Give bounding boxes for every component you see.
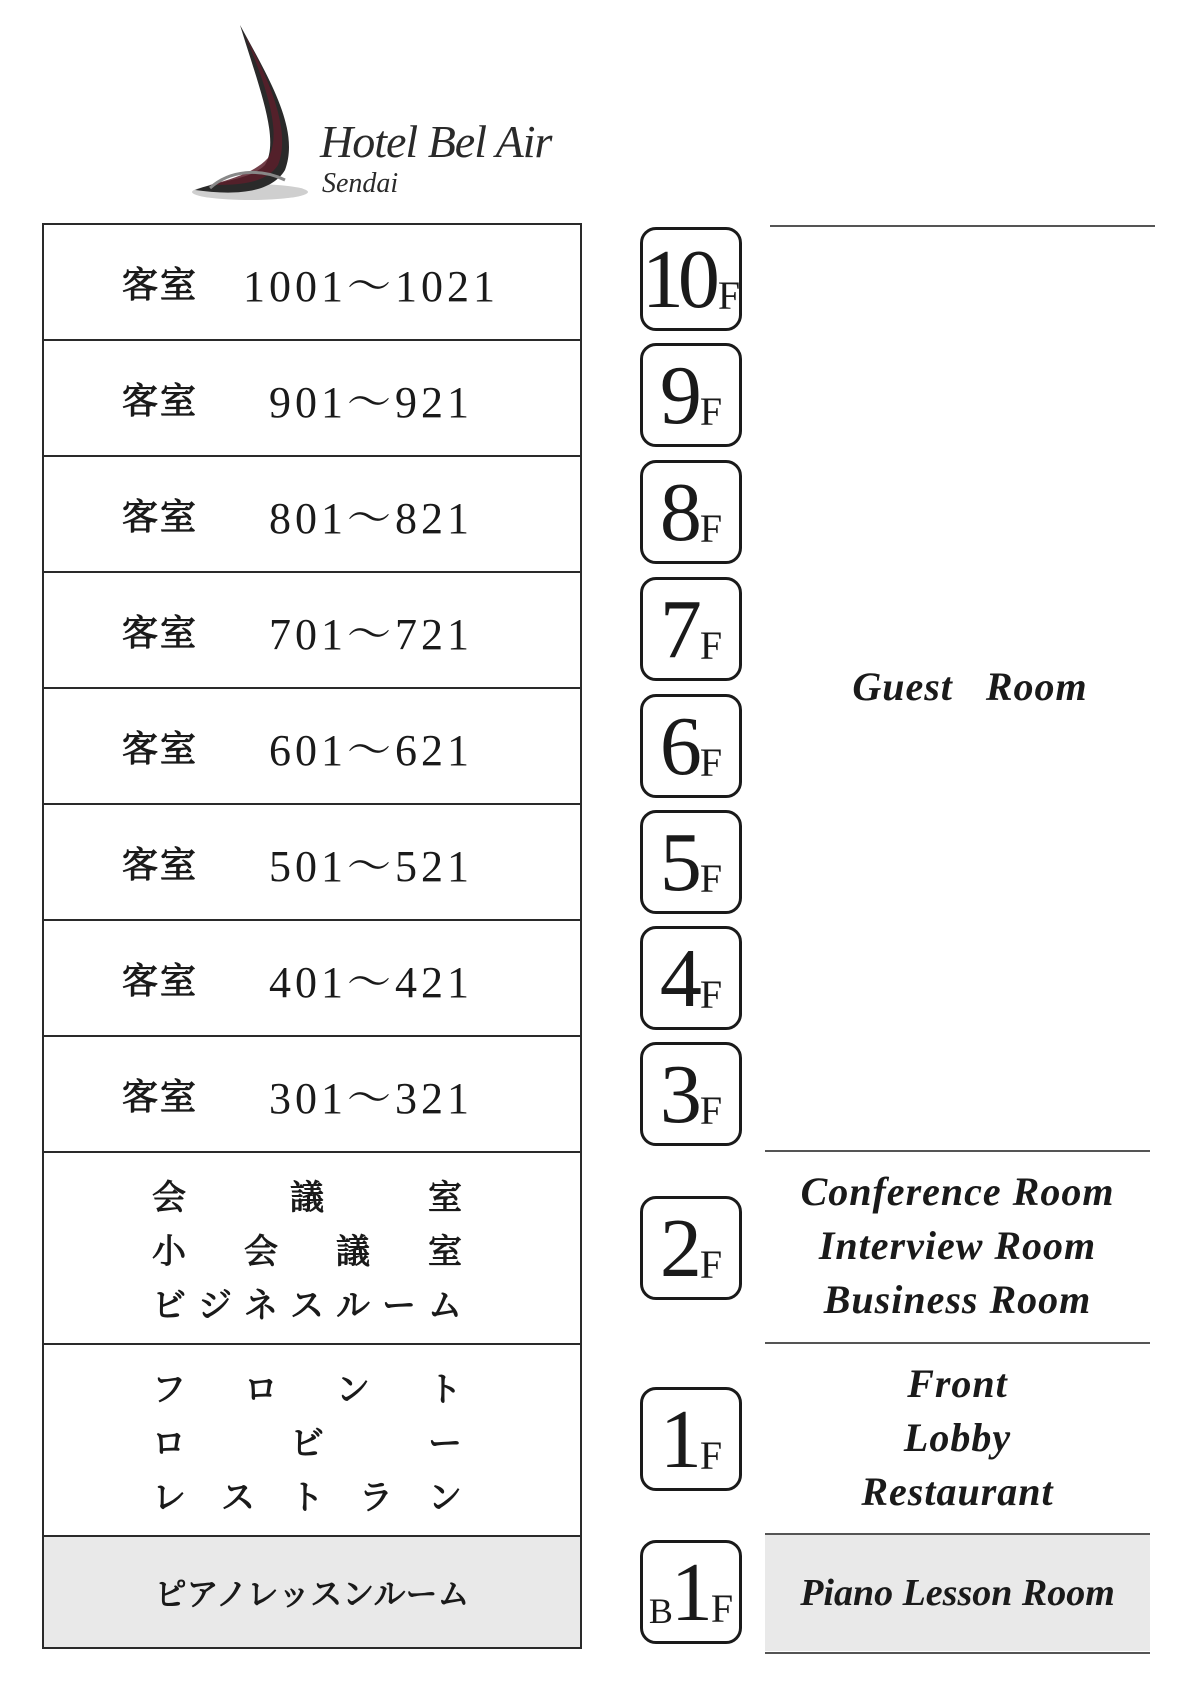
row-1f xyxy=(42,1343,582,1535)
restaurant-label: Restaurant xyxy=(861,1469,1054,1514)
room-range: 301～321 xyxy=(269,1074,473,1123)
floor-number: 8 xyxy=(659,466,696,559)
row-6f xyxy=(42,687,582,803)
room-type-label: 客室 xyxy=(122,263,199,306)
floor-number: 10 xyxy=(641,233,714,326)
row-5f xyxy=(42,803,582,919)
lobby-label: Lobby xyxy=(903,1415,1012,1460)
floor-room-table xyxy=(42,223,582,1649)
floor-badge-4f xyxy=(640,926,742,1030)
char: ス xyxy=(290,1285,324,1326)
jp-line-restaurant xyxy=(152,1467,462,1521)
floor-suffix: F xyxy=(699,1088,723,1133)
front-label: Front xyxy=(907,1361,1008,1406)
row-9f xyxy=(42,339,582,455)
char: ン xyxy=(428,1477,462,1518)
floor1-en-description xyxy=(765,1357,1150,1519)
floor-badge-8f xyxy=(640,460,742,564)
floor-badge-b1f xyxy=(640,1540,742,1644)
char: ス xyxy=(221,1477,255,1518)
jp-line-conference xyxy=(152,1167,462,1221)
floor-suffix: F xyxy=(717,273,741,318)
floor-badge-3f xyxy=(640,1042,742,1146)
guest-room-text: Guest Room xyxy=(852,664,1088,709)
sail-logo-icon xyxy=(190,20,330,210)
floor-suffix: F xyxy=(699,506,723,551)
floor-number: 4 xyxy=(659,932,696,1025)
floor-badge-6f xyxy=(640,694,742,798)
floor-badge-7f xyxy=(640,577,742,681)
jp-line-lobby xyxy=(152,1413,462,1467)
business-room-label: Business Room xyxy=(823,1277,1092,1322)
room-range: 901～921 xyxy=(269,378,473,427)
floor2-en-description xyxy=(765,1165,1150,1327)
room-type-label: 客室 xyxy=(122,843,199,886)
interview-room-label: Interview Room xyxy=(818,1223,1097,1268)
floor-badge-5f xyxy=(640,810,742,914)
char: ロ xyxy=(152,1423,186,1464)
char: 議 xyxy=(336,1231,370,1272)
room-type-label: 客室 xyxy=(122,379,199,422)
divider-2f-bottom xyxy=(765,1342,1150,1344)
room-range: 1001～1021 xyxy=(243,262,499,311)
jp-line-front xyxy=(152,1359,462,1413)
room-range: 701～721 xyxy=(269,610,473,659)
char: 室 xyxy=(428,1231,462,1272)
room-type-label: 客室 xyxy=(122,495,199,538)
char: ー xyxy=(382,1285,416,1326)
room-type-label: 客室 xyxy=(122,727,199,770)
floor-number: 5 xyxy=(659,816,696,909)
floor-badge-9f xyxy=(640,343,742,447)
char: フ xyxy=(152,1369,186,1410)
divider-b1f-bottom xyxy=(765,1652,1150,1654)
piano-lesson-jp: ピアノレッスンルーム xyxy=(154,1575,470,1613)
row-b1f xyxy=(42,1535,582,1649)
room-range: 801～821 xyxy=(269,494,473,543)
char: 室 xyxy=(428,1177,462,1218)
char: ト xyxy=(290,1477,324,1518)
divider-guest-bottom xyxy=(765,1150,1150,1152)
char: ト xyxy=(428,1369,462,1410)
floor-badge-2f xyxy=(640,1196,742,1300)
floor-number: 7 xyxy=(659,583,696,676)
char: ビ xyxy=(152,1285,186,1326)
floor-number: 1 xyxy=(670,1546,707,1639)
divider-top xyxy=(770,225,1155,227)
floor-suffix: F xyxy=(699,1242,723,1287)
hotel-name: Hotel Bel Air xyxy=(320,116,552,167)
floor-suffix: F xyxy=(699,972,723,1017)
floor-number: 6 xyxy=(659,700,696,793)
floor-suffix: F xyxy=(699,389,723,434)
piano-lesson-label: Piano Lesson Room xyxy=(800,1572,1115,1614)
floor-number: 2 xyxy=(659,1202,696,1295)
row-7f xyxy=(42,571,582,687)
floor-number: 1 xyxy=(659,1393,696,1486)
row-2f xyxy=(42,1151,582,1343)
floor-badge-1f xyxy=(640,1387,742,1491)
floor-suffix: F xyxy=(699,623,723,668)
char: ロ xyxy=(244,1369,278,1410)
floor-suffix: F xyxy=(699,1433,723,1478)
room-type-label: 客室 xyxy=(122,611,199,654)
char: 会 xyxy=(152,1177,186,1218)
hotel-logo xyxy=(190,20,610,210)
guest-room-label xyxy=(780,660,1160,714)
char: ネ xyxy=(244,1285,278,1326)
hotel-location: Sendai xyxy=(322,168,399,199)
conference-room-label: Conference Room xyxy=(800,1169,1115,1214)
jp-line-business xyxy=(152,1275,462,1329)
floor-number: 9 xyxy=(659,349,696,442)
jp-line-interview xyxy=(152,1221,462,1275)
char: ー xyxy=(428,1423,462,1464)
room-range: 601～621 xyxy=(269,726,473,775)
floor-suffix: F xyxy=(699,740,723,785)
room-range: 401～421 xyxy=(269,958,473,1007)
room-type-label: 客室 xyxy=(122,959,199,1002)
row-10f xyxy=(42,223,582,339)
char: ビ xyxy=(290,1423,324,1464)
char: 会 xyxy=(244,1231,278,1272)
char: ジ xyxy=(198,1285,232,1326)
row-4f xyxy=(42,919,582,1035)
row-8f xyxy=(42,455,582,571)
floor-suffix: F xyxy=(710,1586,734,1631)
floorb1-en-description xyxy=(765,1535,1150,1651)
char: ム xyxy=(428,1285,462,1326)
char: ラ xyxy=(359,1477,393,1518)
row-3f xyxy=(42,1035,582,1151)
room-type-label: 客室 xyxy=(122,1075,199,1118)
room-range: 501～521 xyxy=(269,842,473,891)
char: 小 xyxy=(152,1231,186,1272)
char: レ xyxy=(152,1477,186,1518)
floor-badge-10f xyxy=(640,227,742,331)
char: 議 xyxy=(290,1177,324,1218)
floor-number: 3 xyxy=(659,1048,696,1141)
char: ル xyxy=(336,1285,370,1326)
floor-suffix: F xyxy=(699,856,723,901)
floor-prefix: B xyxy=(648,1591,673,1631)
char: ン xyxy=(336,1369,370,1410)
